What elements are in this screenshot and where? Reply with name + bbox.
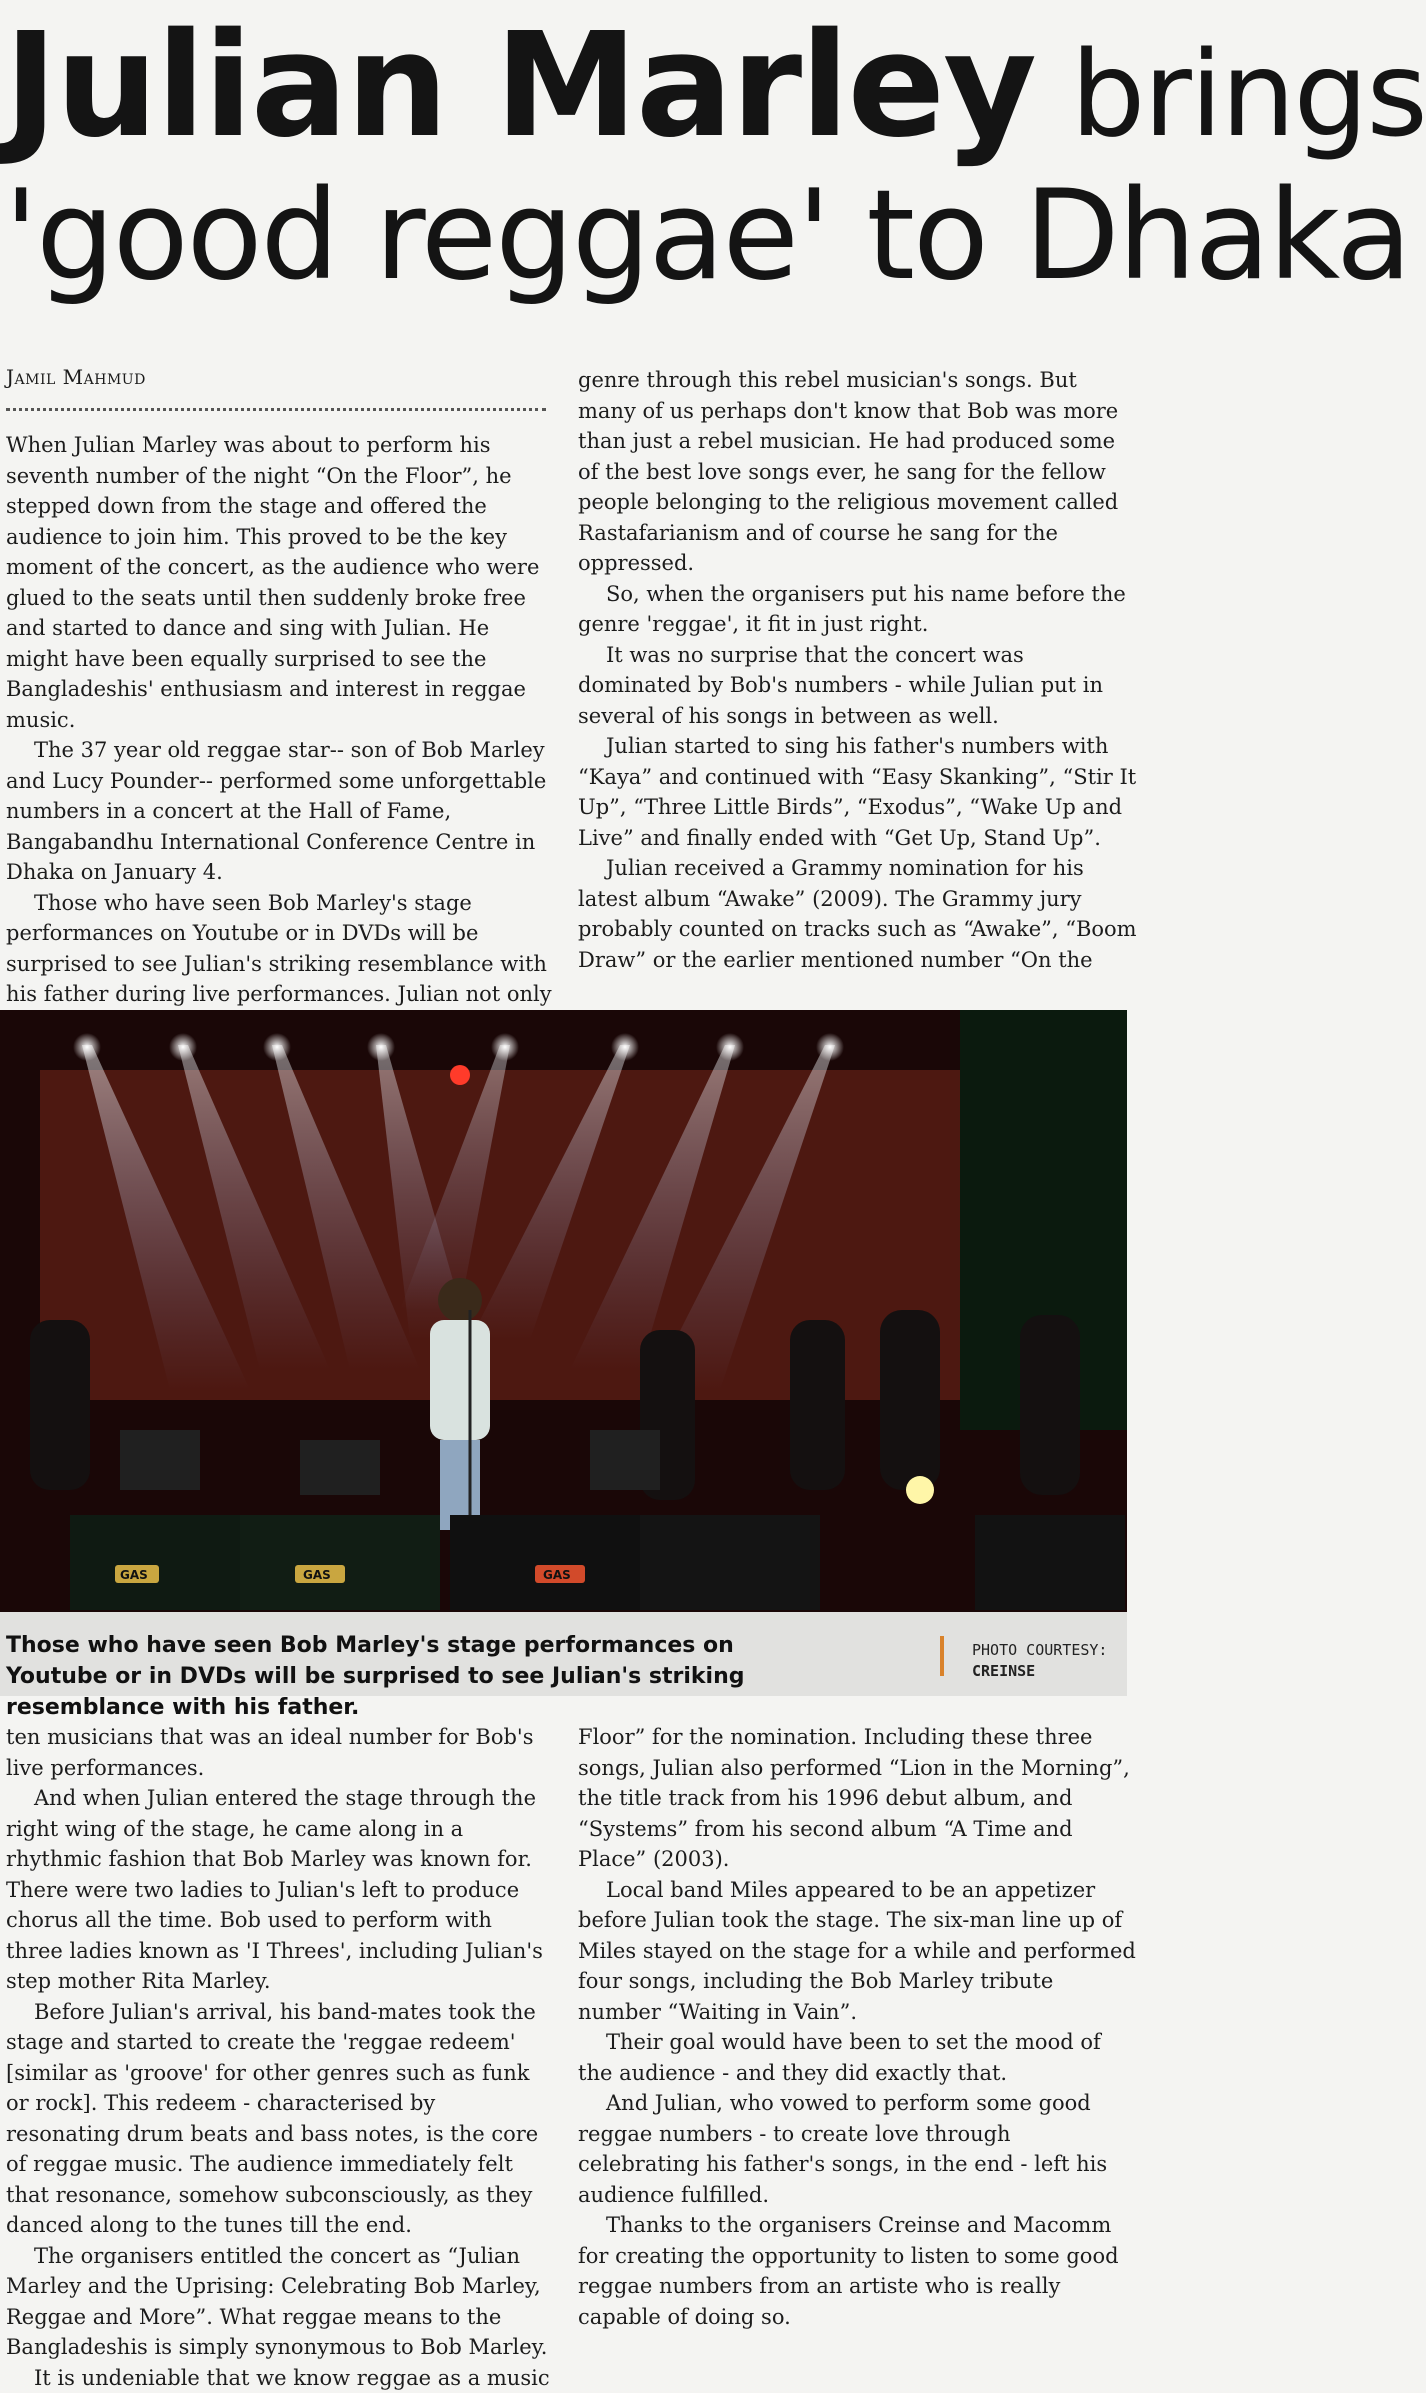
stage-illustration bbox=[0, 1010, 1127, 1612]
headline bbox=[4, 12, 1174, 299]
paragraph: And when Julian entered the stage through the right wing of the stage, he came along in a rhythmic fashion that Bob Marley was known for. There were two ladies to Julian's left to produce chorus all the time. Bob used to perform with three ladies known as 'I Threes', including Julian's step mother Rita Marley. bbox=[6, 1783, 552, 1997]
article-column-4 bbox=[578, 1722, 1138, 2332]
paragraph: It is undeniable that we know reggae as a music bbox=[6, 2363, 552, 2393]
speaker-logo: GAS bbox=[120, 1568, 148, 1582]
paragraph: And Julian, who vowed to perform some good reggae numbers - to create love through celebrating his father's songs, in the end - left his audience fulfilled. bbox=[578, 2088, 1138, 2210]
article-column-2 bbox=[578, 365, 1138, 975]
byline-divider bbox=[6, 408, 546, 411]
paragraph: The 37 year old reggae star-- son of Bob Marley and Lucy Pounder-- performed some unforgettable numbers in a concert at the Hall of Fame, Bangabandhu International Conference Centre in Dhaka on January 4. bbox=[6, 735, 552, 888]
paragraph: Thanks to the organisers Creinse and Macomm for creating the opportunity to listen to some good reggae numbers from an artiste who is really capable of doing so. bbox=[578, 2210, 1138, 2332]
photo-caption-bar bbox=[0, 1612, 1127, 1696]
headline-verb: brings bbox=[1035, 25, 1426, 163]
paragraph: The organisers entitled the concert as “Julian Marley and the Uprising: Celebrating Bob Marley, Reggae and More”. What reggae means to the Bangladeshis is simply synonymous to Bob Marley. bbox=[6, 2241, 552, 2363]
paragraph: When Julian Marley was about to perform his seventh number of the night “On the Floor”, he stepped down from the stage and offered the audience to join him. This proved to be the key moment of the concert, as the audience who were glued to the seats until then suddenly broke free and started to dance and sing with Julian. He might have been equally surprised to see the Bangladeshis' enthusiasm and interest in reggae music. bbox=[6, 430, 552, 735]
photo-caption: Those who have seen Bob Marley's stage performances on Youtube or in DVDs will be surprised to see Julian's striking resemblance with his father. bbox=[6, 1630, 796, 1723]
photo-credit bbox=[972, 1640, 1107, 1682]
paragraph: Their goal would have been to set the mood of the audience - and they did exactly that. bbox=[578, 2027, 1138, 2088]
byline: Jamil Mahmud bbox=[6, 365, 146, 389]
speaker-logo: GAS bbox=[543, 1568, 571, 1582]
paragraph: genre through this rebel musician's songs. But many of us perhaps don't know that Bob was more than just a rebel musician. He had produced some of the best love songs ever, he sang for the fellow people belonging to the religious movement called Rastafarianism and of course he sang for the oppressed. bbox=[578, 365, 1138, 579]
paragraph: It was no surprise that the concert was dominated by Bob's numbers - while Julian put in several of his songs in between as well. bbox=[578, 640, 1138, 732]
photo-credit-source: CREINSE bbox=[972, 1661, 1107, 1682]
paragraph: Julian received a Grammy nomination for his latest album “Awake” (2009). The Grammy jury probably counted on tracks such as “Awake”, “Boom Draw” or the earlier mentioned number “On the bbox=[578, 853, 1138, 975]
concert-photo bbox=[0, 1010, 1127, 1612]
paragraph: ten musicians that was an ideal number for Bob's live performances. bbox=[6, 1722, 552, 1783]
paragraph: Floor” for the nomination. Including these three songs, Julian also performed “Lion in the Morning”, the title track from his 1996 debut album, and “Systems” from his second album “A Time and Place” (2003). bbox=[578, 1722, 1138, 1875]
paragraph: Local band Miles appeared to be an appetizer before Julian took the stage. The six-man line up of Miles stayed on the stage for a while and performed four songs, including the Bob Marley tribute number “Waiting in Vain”. bbox=[578, 1875, 1138, 2028]
paragraph: Before Julian's arrival, his band-mates took the stage and started to create the 'reggae redeem' [similar as 'groove' for other genres such as funk or rock]. This redeem - characterised by resonating drum beats and bass notes, is the core of reggae music. The audience immediately felt that resonance, somehow subconsciously, as they danced along to the tunes till the end. bbox=[6, 1997, 552, 2241]
headline-line2: 'good reggae' to Dhaka bbox=[4, 173, 1174, 299]
paragraph: Those who have seen Bob Marley's stage performances on Youtube or in DVDs will be surprised to see Julian's striking resemblance with his father during live performances. Julian not only bbox=[6, 888, 552, 1071]
article-column-3 bbox=[6, 1722, 552, 2393]
paragraph: So, when the organisers put his name before the genre 'reggae', it fit in just right. bbox=[578, 579, 1138, 640]
article-column-1 bbox=[6, 430, 552, 1071]
paragraph: Julian started to sing his father's numbers with “Kaya” and continued with “Easy Skanking”, “Stir It Up”, “Three Little Birds”, “Exodus”, “Wake Up and Live” and finally ended with “Get Up, Stand Up”. bbox=[578, 731, 1138, 853]
headline-name: Julian Marley bbox=[4, 1, 1035, 169]
speaker-logo: GAS bbox=[303, 1568, 331, 1582]
photo-credit-label: PHOTO COURTESY: bbox=[972, 1640, 1107, 1661]
caption-accent-bar bbox=[940, 1636, 944, 1676]
